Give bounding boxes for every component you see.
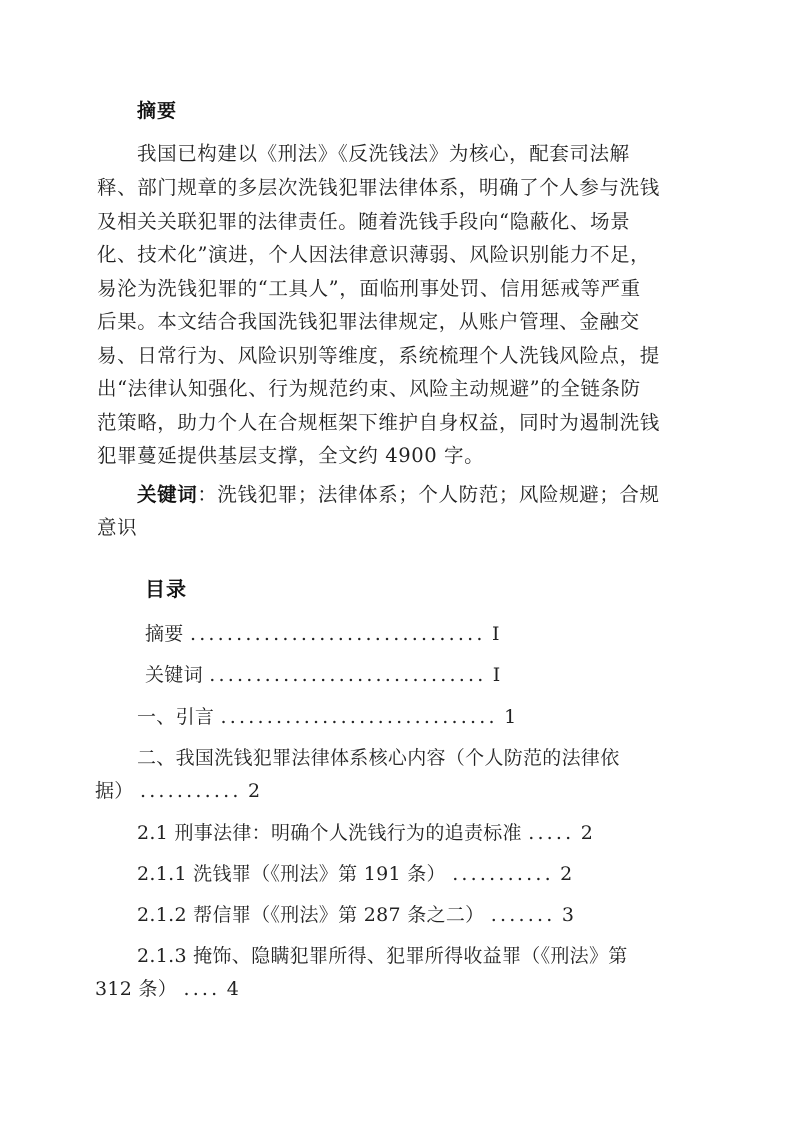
abstract-line: 范策略，助力个人在合规框架下维护自身权益，同时为遏制洗钱 [97, 411, 660, 434]
toc-page-number: 2 [247, 780, 261, 802]
toc-entry-text: 2.1 刑事法律：明确个人洗钱行为的追责标准 [137, 822, 522, 844]
toc-page-number: I [491, 623, 500, 645]
keywords-colon: ： [197, 483, 218, 506]
keywords-label: 关键词 [137, 483, 198, 506]
toc-entry-text: 312 条） [95, 978, 178, 1000]
toc-entry-text: 二、我国洗钱犯罪法律体系核心内容（个人防范的法律依 [137, 747, 620, 769]
toc-leader-dots: ..... [528, 822, 575, 844]
abstract-line: 犯罪蔓延提供基层支撑，全文约 4900 字。 [97, 444, 485, 467]
toc-leader-dots: .............................. [209, 664, 487, 686]
abstract-line: 及相关关联犯罪的法律责任。随着洗钱手段向“隐蔽化、场景 [97, 210, 631, 233]
toc-leader-dots: ....... [490, 904, 556, 926]
toc-entry-text: 关键词 [145, 664, 203, 686]
toc-page-number: 1 [504, 706, 517, 728]
toc-page-number: 2 [580, 822, 594, 844]
abstract-line: 易沦为洗钱犯罪的“工具人”，面临刑事处罚、信用惩戒等严重 [97, 277, 641, 300]
toc-entry-continued [95, 774, 260, 808]
toc-entry-keywords[interactable] [145, 658, 501, 692]
toc-entry-text: 2.1.1 洗钱罪（《刑法》第 191 条） [137, 863, 446, 885]
toc-entry-2-1-2[interactable] [137, 898, 574, 932]
toc-leader-dots: .... [183, 978, 221, 1000]
toc-leader-dots: .............................. [220, 706, 498, 728]
keywords-values: 洗钱犯罪；法律体系；个人防范；风险规避；合规 [217, 483, 660, 506]
toc-entry-continued [95, 972, 239, 1006]
abstract-line: 出“法律认知强化、行为规范约束、风险主动规避”的全链条防 [97, 377, 641, 400]
toc-entry-text: 2.1.3 掩饰、隐瞒犯罪所得、犯罪所得收益罪（《刑法》第 [137, 945, 628, 967]
keywords-line-continued: 意识 [97, 516, 138, 539]
abstract-line: 后果。本文结合我国洗钱犯罪法律规定，从账户管理、金融交 [97, 310, 640, 333]
toc-entry-text: 据） [95, 780, 134, 802]
toc-entry-introduction[interactable] [137, 700, 516, 734]
toc-entry-2-1[interactable] [137, 816, 593, 850]
toc-leader-dots: ........... [139, 780, 242, 802]
toc-leader-dots: ........... [452, 863, 554, 885]
toc-page-number: 3 [561, 904, 575, 926]
toc-leader-dots: ................................ [189, 623, 486, 645]
abstract-line: 我国已构建以《刑法》《反洗钱法》为核心，配套司法解 [137, 142, 630, 165]
abstract-line: 易、日常行为、风险识别等维度，系统梳理个人洗钱风险点，提 [97, 344, 660, 367]
abstract-line: 化、技术化”演进，个人因法律意识薄弱、风险识别能力不足， [97, 243, 651, 266]
abstract-line: 释、部门规章的多层次洗钱犯罪法律体系，明确了个人参与洗钱 [97, 176, 660, 199]
toc-page-number: 4 [226, 978, 240, 1000]
toc-entry-text: 摘要 [145, 623, 184, 645]
toc-entry-2-1-1[interactable] [137, 857, 573, 891]
abstract-heading: 摘要 [137, 100, 178, 122]
toc-page-number: I [492, 664, 501, 686]
toc-entry-text: 一、引言 [137, 706, 215, 728]
toc-heading: 目录 [145, 577, 187, 601]
keywords-line [137, 478, 660, 512]
toc-entry-abstract[interactable] [145, 617, 500, 651]
toc-page-number: 2 [560, 863, 573, 885]
toc-entry-text: 2.1.2 帮信罪（《刑法》第 287 条之二） [137, 904, 485, 926]
